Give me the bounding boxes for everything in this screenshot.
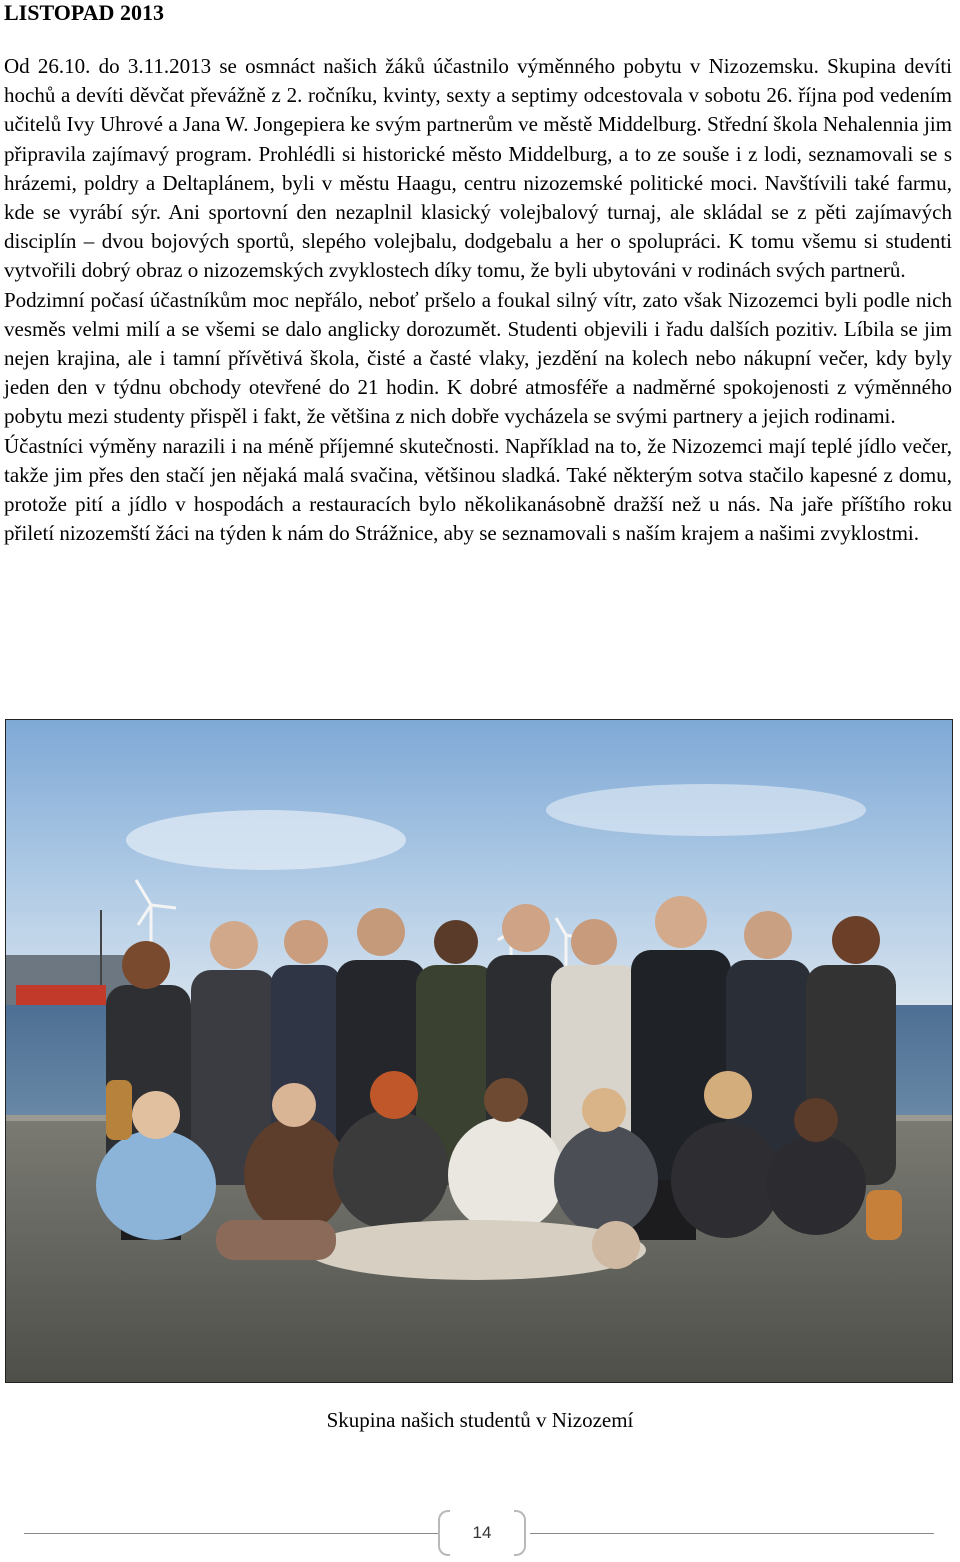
cloud [126, 810, 406, 870]
footer-rule-left [24, 1533, 438, 1534]
group-photo [5, 719, 953, 1383]
photo-caption: Skupina našich studentů v Nizozemí [326, 1408, 634, 1432]
article-paragraph-2: Podzimní počasí účastníkům moc nepřálo, neboť pršelo a foukal silný vítr, zato však Nizozemci byli podle nich vesměs velmi milí a se všemi se dalo anglicky dorozumět. Studenti objevili i řadu dalších pozitiv. Líbila se jim nejen krajina, ale i tamní přívětivá škola, čisté a časté vlaky, jezdění na kolech nebo nákupní večer, kdy byly jeden den v týdnu obchody otevřené do 21 hodin. K dobré atmosféře a nadměrné spokojenosti z výměnného pobytu mezi studenty přispěl i fakt, že většina z nich dobře vycházela se svými partnery a jejich rodinami. [4, 287, 952, 429]
bag [866, 1190, 902, 1240]
article-paragraph-1: Od 26.10. do 3.11.2013 se osmnáct našich žáků účastnilo výměnného pobytu v Nizozemsku. Skupina devíti hochů a devíti děvčat převážně z 2. ročníku, kvinty, sexty a septimy odcestovala v sobotu 26. října pod vedením učitelů Ivy Uhrové a Jana W. Jongepiera ke svým partnerům ve městě Middelburg. Střední škola Nehalennia jim připravila zajímavý program. Prohlédli si historické město Middelburg, a to ze souše i z lodi, seznamovali se s hrázemi, poldry a Deltaplánem, byli v městu Haagu, centru nizozemské politické moci. Navštívili také farmu, kde se vyrábí sýr. Ani sportovní den nezaplnil klasický volejbalový turnaj, ale skládal se z pěti zajímavých disciplín – dvou bojových sportů, slepého volejbalu, dodgebalu a her o spolupráci. K tomu všemu si studenti vytvořili dobrý obraz o nizozemských zvyklostech díky tomu, že byli ubytováni v rodinách svých partnerů. [4, 54, 952, 283]
page-number: 14 [472, 1523, 492, 1542]
footer-rule-right [530, 1533, 934, 1534]
article-body [4, 52, 952, 548]
cloud [546, 784, 866, 836]
page-heading: LISTOPAD 2013 [4, 0, 164, 25]
bag [106, 1080, 132, 1140]
article-paragraph-3: Účastníci výměny narazili i na méně příjemné skutečnosti. Například na to, že Nizozemci mají teplé jídlo večer, takže jim přes den stačí jen nějaká malá svačina, většinou sladká. Také některým sotva stačilo kapesné z domu, protože pití a jídlo v hospodách a restauracích bylo několikanásobně dražší než u nás. Na jaře příštího roku přiletí nizozemští žáci na týden k nám do Strážnice, aby se seznamovali s naším krajem a našimi zvyklostmi. [4, 433, 952, 546]
boat-hull [16, 985, 106, 1005]
group-photo-illustration [6, 720, 952, 1382]
